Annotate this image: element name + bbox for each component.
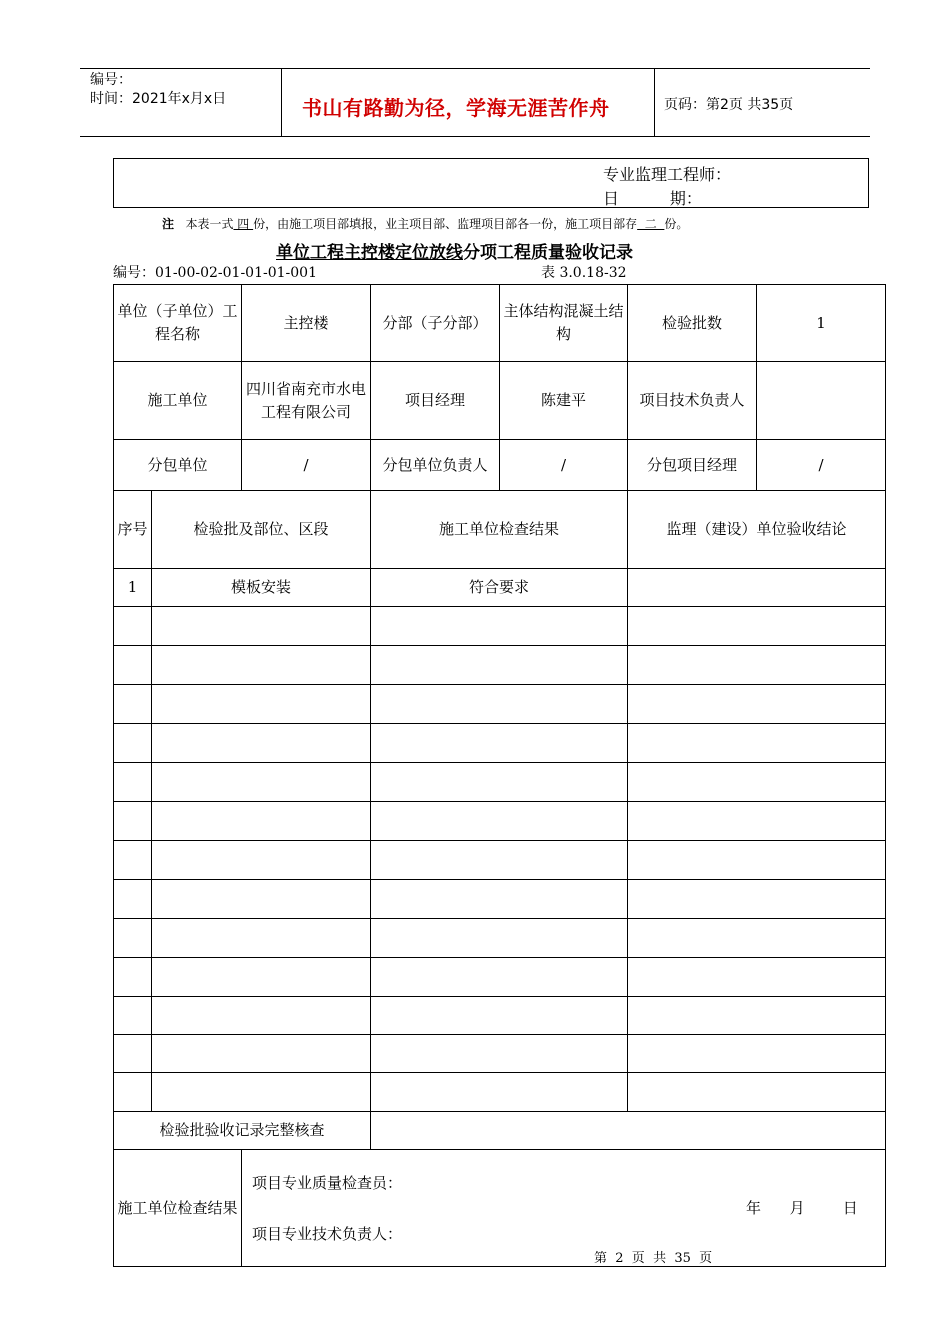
empty-cell (152, 646, 371, 685)
note-prefix: 注 (162, 217, 175, 231)
page-info: 页码：第2页 共35页 (664, 97, 794, 113)
part-value: 主体结构混凝土结构 (500, 285, 628, 362)
empty-cell (371, 1073, 628, 1112)
result-date: 年 月 日 (746, 1199, 858, 1217)
sub-lead-label: 分包单位负责人 (371, 440, 500, 491)
sub-pm: / (757, 440, 886, 491)
table-row (114, 607, 886, 646)
empty-cell (371, 802, 628, 841)
empty-cell (114, 724, 152, 763)
empty-cell (152, 1035, 371, 1073)
empty-cell (114, 880, 152, 919)
empty-cell (628, 1035, 886, 1073)
empty-cell (371, 724, 628, 763)
tech-lead-label: 项目技术负责人 (628, 362, 757, 440)
empty-cell (152, 724, 371, 763)
empty-cell (114, 997, 152, 1035)
info-row (114, 362, 886, 440)
empty-cell (371, 919, 628, 958)
pm-label: 项目经理 (371, 362, 500, 440)
number-label: 编号： (90, 72, 132, 88)
header-top-rule (80, 68, 870, 69)
table-row (114, 646, 886, 685)
form-code: 编号：01-00-02-01-01-01-001 (113, 265, 317, 281)
empty-cell (114, 685, 152, 724)
col-batch: 检验批及部位、区段 (152, 491, 371, 569)
empty-cell (152, 802, 371, 841)
title-underlined: 单位工程主控楼定位放线 (276, 243, 463, 263)
empty-cell (114, 1073, 152, 1112)
col-seq: 序号 (114, 491, 152, 569)
col-check: 施工单位检查结果 (371, 491, 628, 569)
empty-cell (628, 607, 886, 646)
note-keep: 二 (637, 217, 665, 231)
completeness-row (114, 1112, 886, 1150)
header-divider (654, 69, 655, 136)
empty-cell (114, 1035, 152, 1073)
info-row (114, 285, 886, 362)
empty-cell (152, 958, 371, 997)
title-rest: 分项工程质量验收记录 (463, 243, 633, 263)
pm: 陈建平 (500, 362, 628, 440)
table-row (114, 569, 886, 607)
empty-cell (152, 763, 371, 802)
empty-cell (371, 1035, 628, 1073)
empty-cell (628, 919, 886, 958)
empty-cell (628, 802, 886, 841)
contractor-label: 施工单位 (114, 362, 242, 440)
empty-cell (152, 919, 371, 958)
engineer-label: 专业监理工程师： (603, 165, 732, 184)
table-row (114, 1073, 886, 1112)
table-row (114, 841, 886, 880)
quality-inspector-label: 项目专业质量检查员： (252, 1174, 403, 1192)
header-bottom-rule (80, 136, 870, 137)
empty-cell (114, 802, 152, 841)
completeness-value (371, 1112, 886, 1150)
part-label: 分部（子分部） (371, 285, 500, 362)
row-check: 符合要求 (371, 569, 628, 607)
sub-label: 分包单位 (114, 440, 242, 491)
empty-cell (628, 880, 886, 919)
empty-cell (152, 607, 371, 646)
table-row (114, 958, 886, 997)
empty-cell (628, 997, 886, 1035)
column-header-row (114, 491, 886, 569)
table-row (114, 880, 886, 919)
completeness-label: 检验批验收记录完整核查 (114, 1112, 371, 1150)
empty-cell (371, 841, 628, 880)
empty-cell (628, 958, 886, 997)
contractor: 四川省南充市水电工程有限公司 (242, 362, 371, 440)
col-accept: 监理（建设）单位验收结论 (628, 491, 886, 569)
row-batch: 模板安装 (152, 569, 371, 607)
table-row (114, 919, 886, 958)
row-seq: 1 (114, 569, 152, 607)
tech-lead (757, 362, 886, 440)
empty-cell (628, 724, 886, 763)
unit-name-label: 单位（子单位）工程名称 (114, 285, 242, 362)
empty-cell (152, 880, 371, 919)
header-divider (281, 69, 282, 136)
table-number: 表 3.0.18-32 (541, 265, 627, 281)
empty-cell (114, 607, 152, 646)
empty-cell (152, 841, 371, 880)
info-row (114, 440, 886, 491)
row-accept (628, 569, 886, 607)
sub-value: / (242, 440, 371, 491)
time-label: 时间：2021年x月x日 (90, 91, 227, 107)
result-row (114, 1150, 886, 1267)
table-row (114, 685, 886, 724)
empty-cell (371, 880, 628, 919)
result-label: 施工单位检查结果 (114, 1150, 242, 1267)
batch-count: 1 (757, 285, 886, 362)
unit-name: 主控楼 (242, 285, 371, 362)
empty-cell (371, 607, 628, 646)
empty-cell (371, 763, 628, 802)
empty-cell (114, 919, 152, 958)
empty-cell (628, 1073, 886, 1112)
form-title (276, 238, 633, 263)
sub-pm-label: 分包项目经理 (628, 440, 757, 491)
note-copies: 四 (233, 217, 254, 231)
motto: 书山有路勤为径，学海无涯苦作舟 (302, 96, 610, 120)
empty-cell (371, 685, 628, 724)
empty-cell (114, 646, 152, 685)
empty-cell (371, 958, 628, 997)
date-label: 日 期： (603, 189, 702, 208)
empty-cell (114, 763, 152, 802)
empty-cell (152, 1073, 371, 1112)
table-row (114, 724, 886, 763)
acceptance-table (113, 284, 886, 1267)
header-meta (90, 71, 226, 109)
table-row (114, 997, 886, 1035)
sub-lead: / (500, 440, 628, 491)
batch-count-label: 检验批数 (628, 285, 757, 362)
form-note (162, 215, 688, 232)
empty-cell (152, 685, 371, 724)
signature-box (113, 158, 869, 208)
table-row (114, 802, 886, 841)
page-footer: 第 2 页 共 35 页 (594, 1251, 713, 1266)
empty-cell (114, 841, 152, 880)
result-body (242, 1150, 886, 1267)
empty-cell (114, 958, 152, 997)
tech-lead-signature-label: 项目专业技术负责人： (252, 1225, 403, 1243)
empty-cell (628, 763, 886, 802)
empty-cell (628, 841, 886, 880)
table-row (114, 763, 886, 802)
empty-cell (371, 646, 628, 685)
empty-cell (371, 997, 628, 1035)
table-row (114, 1035, 886, 1073)
empty-cell (152, 997, 371, 1035)
empty-cell (628, 685, 886, 724)
note-text-b: 份，由施工项目部填报，业主项目部、监理项目部各一份，施工项目部存 (253, 217, 638, 231)
note-text-a: 本表一式 (185, 217, 234, 231)
empty-cell (628, 646, 886, 685)
note-text-c: 份。 (664, 217, 689, 231)
